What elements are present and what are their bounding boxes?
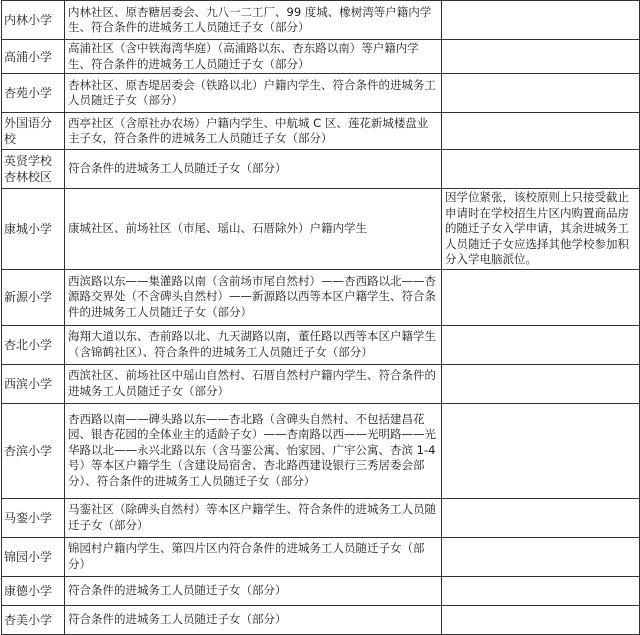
note-cell [442, 269, 640, 325]
note-cell [442, 150, 640, 189]
enrollment-area: 符合条件的进城务工人员随迁子女（部分） [65, 605, 442, 634]
enrollment-area: 杏西路以南——碑头路以东——杏北路（含碑头自然村、不包括建昌花园、银杏花园的全体业主的适龄子女）——杏南路以西——光明路——光华路以北——永兴北路以东（含马銮公寓、怡家园、广宇公寓、杏滨 1-4 号）等本区户籍学生（含建设局宿舍、杏北路西建设银行三秀居委会部分）、符合条件的进城务工人员随迁子女（部分） [65, 403, 442, 498]
enrollment-area: 符合条件的进城务工人员随迁子女（部分） [65, 150, 442, 189]
table-row [2, 498, 640, 537]
table-row [2, 269, 640, 325]
table-row [2, 605, 640, 634]
note-cell [442, 74, 640, 113]
school-name: 杏苑小学 [2, 74, 65, 113]
school-name: 新源小学 [2, 269, 65, 325]
table-row [2, 403, 640, 498]
note-cell [442, 40, 640, 74]
table-row [2, 364, 640, 403]
school-name: 杏北小学 [2, 325, 65, 364]
enrollment-area: 马銮社区（除碑头自然村）等本区户籍学生、符合条件的进城务工人员随迁子女（部分） [65, 498, 442, 537]
table-row [2, 1, 640, 40]
table-row [2, 40, 640, 74]
school-name: 杏美小学 [2, 605, 65, 634]
school-name: 西滨小学 [2, 364, 65, 403]
table-row [2, 74, 640, 113]
note-cell [442, 605, 640, 634]
table-row [2, 537, 640, 576]
school-name: 康德小学 [2, 576, 65, 605]
note-cell [442, 364, 640, 403]
table-row [2, 150, 640, 189]
school-name: 马銮小学 [2, 498, 65, 537]
enrollment-area: 西亭社区（含原社办农场）户籍内学生、中航城 C 区、莲花新城楼盘业主子女，符合条件的进城务工人员随迁子女（部分） [65, 113, 442, 150]
enrollment-area: 高浦社区（含中铁海湾华庭）（高浦路以东、杏东路以南）等户籍内学生、符合条件的进城务工人员随迁子女（部分） [65, 40, 442, 74]
school-name: 内林小学 [2, 1, 65, 40]
table-row [2, 576, 640, 605]
school-name: 康城小学 [2, 189, 65, 270]
enrollment-area: 西滨社区、前场社区中瑶山自然村、石厝自然村户籍内学生、符合条件的进城务工人员随迁子女（部分） [65, 364, 442, 403]
school-name: 英贤学校杏林校区 [2, 150, 65, 189]
table-row [2, 113, 640, 150]
enrollment-area: 康城社区、前场社区（市尾、瑶山、石厝除外）户籍内学生 [65, 189, 442, 270]
note-cell [442, 325, 640, 364]
table-row [2, 325, 640, 364]
school-name: 外国语分校 [2, 113, 65, 150]
enrollment-area: 符合条件的进城务工人员随迁子女（部分） [65, 576, 442, 605]
enrollment-area: 内林社区、原杏糖居委会、九八一二工厂、99 度城、橡树湾等户籍内学生、符合条件的进城务工人员随迁子女（部分） [65, 1, 442, 40]
school-name: 高浦小学 [2, 40, 65, 74]
table-row [2, 189, 640, 270]
school-name: 锦园小学 [2, 537, 65, 576]
note-cell [442, 576, 640, 605]
enrollment-area: 锦园村户籍内学生、第四片区内符合条件的进城务工人员随迁子女（部分） [65, 537, 442, 576]
school-district-table [1, 0, 640, 635]
enrollment-area: 海翔大道以东、杏前路以北、九天湖路以南，董任路以西等本区户籍学生（含锦鹤社区）、符合条件的进城务工人员随迁子女（部分） [65, 325, 442, 364]
note-cell [442, 537, 640, 576]
note-cell [442, 403, 640, 498]
enrollment-area: 西滨路以东——集灌路以南（含前场市尾自然村）——杏西路以北——杏源路交界处（不含碑头自然村）——新源路以西等本区户籍学生、符合条件的进城务工人员随迁子女（部分） [65, 269, 442, 325]
note-cell [442, 113, 640, 150]
school-name: 杏滨小学 [2, 403, 65, 498]
note-cell [442, 498, 640, 537]
note-cell [442, 1, 640, 40]
note-cell: 因学位紧张，该校原则上只接受截止申请时在学校招生片区内购置商品房的随迁子女入学申请，其余进城务工人员随迁子女应选择其他学校参加积分入学电脑派位。 [442, 189, 640, 270]
enrollment-area: 杏林社区、原杏堤居委会（铁路以北）户籍内学生、符合条件的进城务工人员随迁子女（部分） [65, 74, 442, 113]
